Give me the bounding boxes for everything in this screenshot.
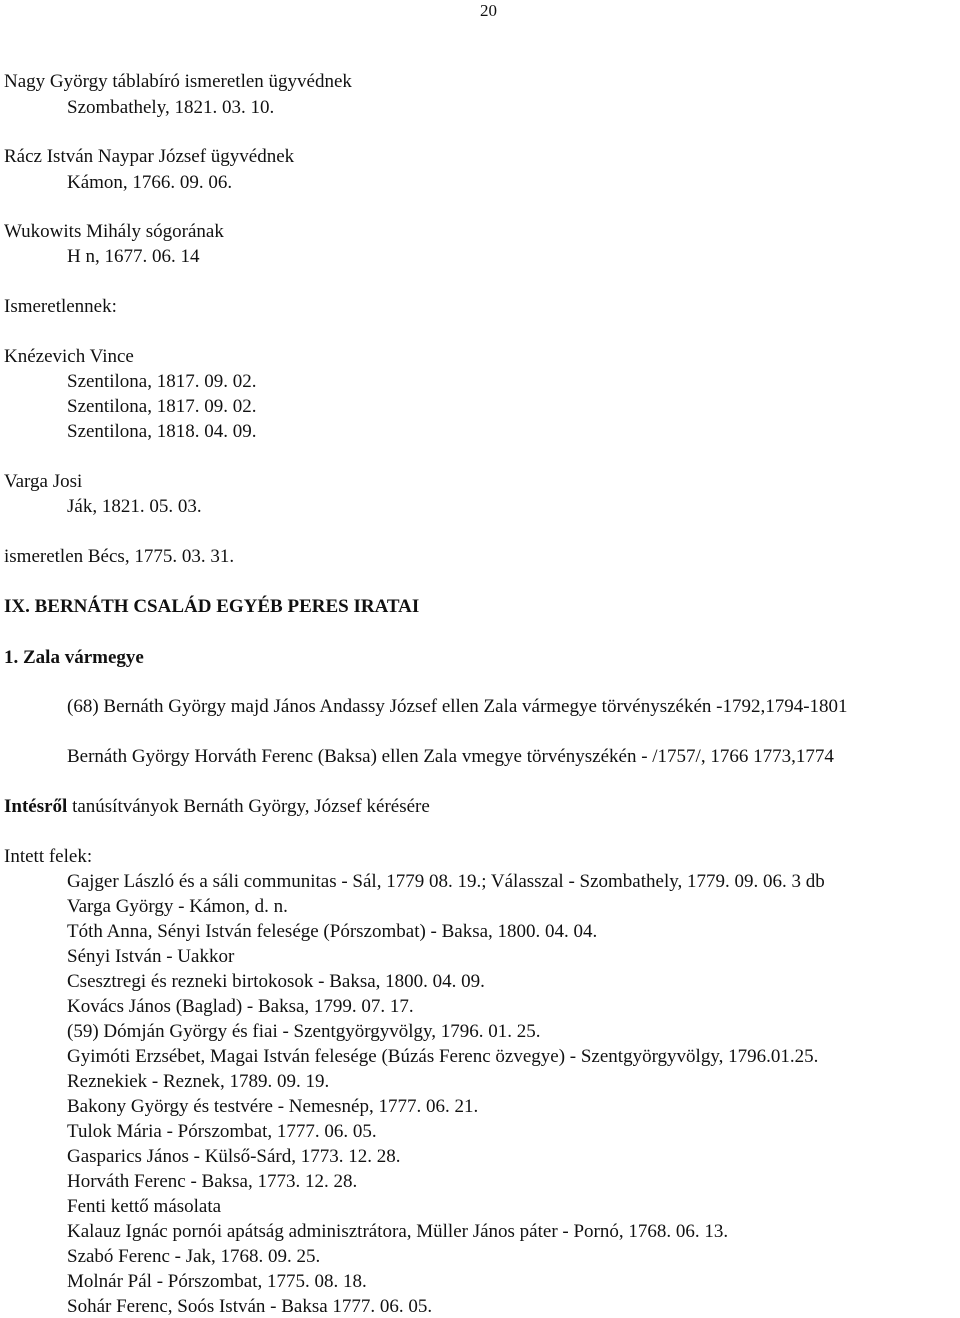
entry-line: Rácz István Naypar József ügyvédnek xyxy=(4,146,295,167)
entry-line: Ják, 1821. 05. 03. xyxy=(67,496,202,517)
list-item: Reznekiek - Reznek, 1789. 09. 19. xyxy=(67,1071,330,1092)
page-number: 20 xyxy=(480,1,497,20)
list-item: Varga György - Kámon, d. n. xyxy=(67,896,288,917)
intett-label: Intett felek: xyxy=(4,846,93,867)
subsection-heading: 1. Zala vármegye xyxy=(4,647,144,668)
list-item: Molnár Pál - Pórszombat, 1775. 08. 18. xyxy=(67,1271,367,1292)
list-item: Csesztregi és rezneki birtokosok - Baksa, 1800. 04. 09. xyxy=(67,971,485,992)
entry-line: Szentilona, 1818. 04. 09. xyxy=(67,421,257,442)
list-item: Horváth Ferenc - Baksa, 1773. 12. 28. xyxy=(67,1171,358,1192)
list-item: Gasparics János - Külső-Sárd, 1773. 12. 28. xyxy=(67,1146,401,1167)
list-item: Sényi István - Uakkor xyxy=(67,946,235,967)
entry-line: Nagy György táblabíró ismeretlen ügyvédnek xyxy=(4,71,352,92)
entry-line: Knézevich Vince xyxy=(4,346,134,367)
list-item: Kovács János (Baglad) - Baksa, 1799. 07. 17. xyxy=(67,996,414,1017)
case-entry: Bernáth György Horváth Ferenc (Baksa) ellen Zala vmegye törvényszékén - /1757/, 1766 1773,1774 xyxy=(67,746,834,767)
list-item: Szabó Ferenc - Jak, 1768. 09. 25. xyxy=(67,1246,321,1267)
entry-line: Kámon, 1766. 09. 06. xyxy=(67,172,233,193)
list-item: Tulok Mária - Pórszombat, 1777. 06. 05. xyxy=(67,1121,377,1142)
entry-line: Szentilona, 1817. 09. 02. xyxy=(67,371,257,392)
entry-line: Wukowits Mihály sógorának xyxy=(4,221,224,242)
list-item: (59) Dómján György és fiai - Szentgyörgyvölgy, 1796. 01. 25. xyxy=(67,1021,541,1042)
list-item: Fenti kettő másolata xyxy=(67,1196,222,1217)
list-item: Gajger László és a sáli communitas - Sál, 1779 08. 19.; Válasszal - Szombathely, 1779. 09. 06. 3 db xyxy=(67,871,825,892)
intesrol-label: Intésről xyxy=(4,796,68,817)
intesrol-text: tanúsítványok Bernáth György, József kérésére xyxy=(67,796,430,817)
list-item: Sohár Ferenc, Soós István - Baksa 1777. 06. 05. xyxy=(67,1296,433,1317)
entry-line: Szentilona, 1817. 09. 02. xyxy=(67,396,257,417)
list-item: Gyimóti Erzsébet, Magai István felesége (Búzás Ferenc özvegye) - Szentgyörgyvölgy, 1796.01.25. xyxy=(67,1046,819,1067)
list-item: Bakony György és testvére - Nemesnép, 1777. 06. 21. xyxy=(67,1096,479,1117)
entry-line: Ismeretlennek: xyxy=(4,296,117,317)
entry-line: Varga Josi xyxy=(4,471,83,492)
case-entry: (68) Bernáth György majd János Andassy József ellen Zala vármegye törvényszékén -1792,1794-1801 xyxy=(67,696,848,717)
entry-line: ismeretlen Bécs, 1775. 03. 31. xyxy=(4,546,235,567)
entry-line: Szombathely, 1821. 03. 10. xyxy=(67,97,275,118)
list-item: Tóth Anna, Sényi István felesége (Pórszombat) - Baksa, 1800. 04. 04. xyxy=(67,921,598,942)
entry-line: H n, 1677. 06. 14 xyxy=(67,246,200,267)
section-heading: IX. BERNÁTH CSALÁD EGYÉB PERES IRATAI xyxy=(4,596,420,617)
intesrol-line xyxy=(4,797,430,816)
list-item: Kalauz Ignác pornói apátság adminisztrátora, Müller János páter - Pornó, 1768. 06. 13. xyxy=(67,1221,729,1242)
